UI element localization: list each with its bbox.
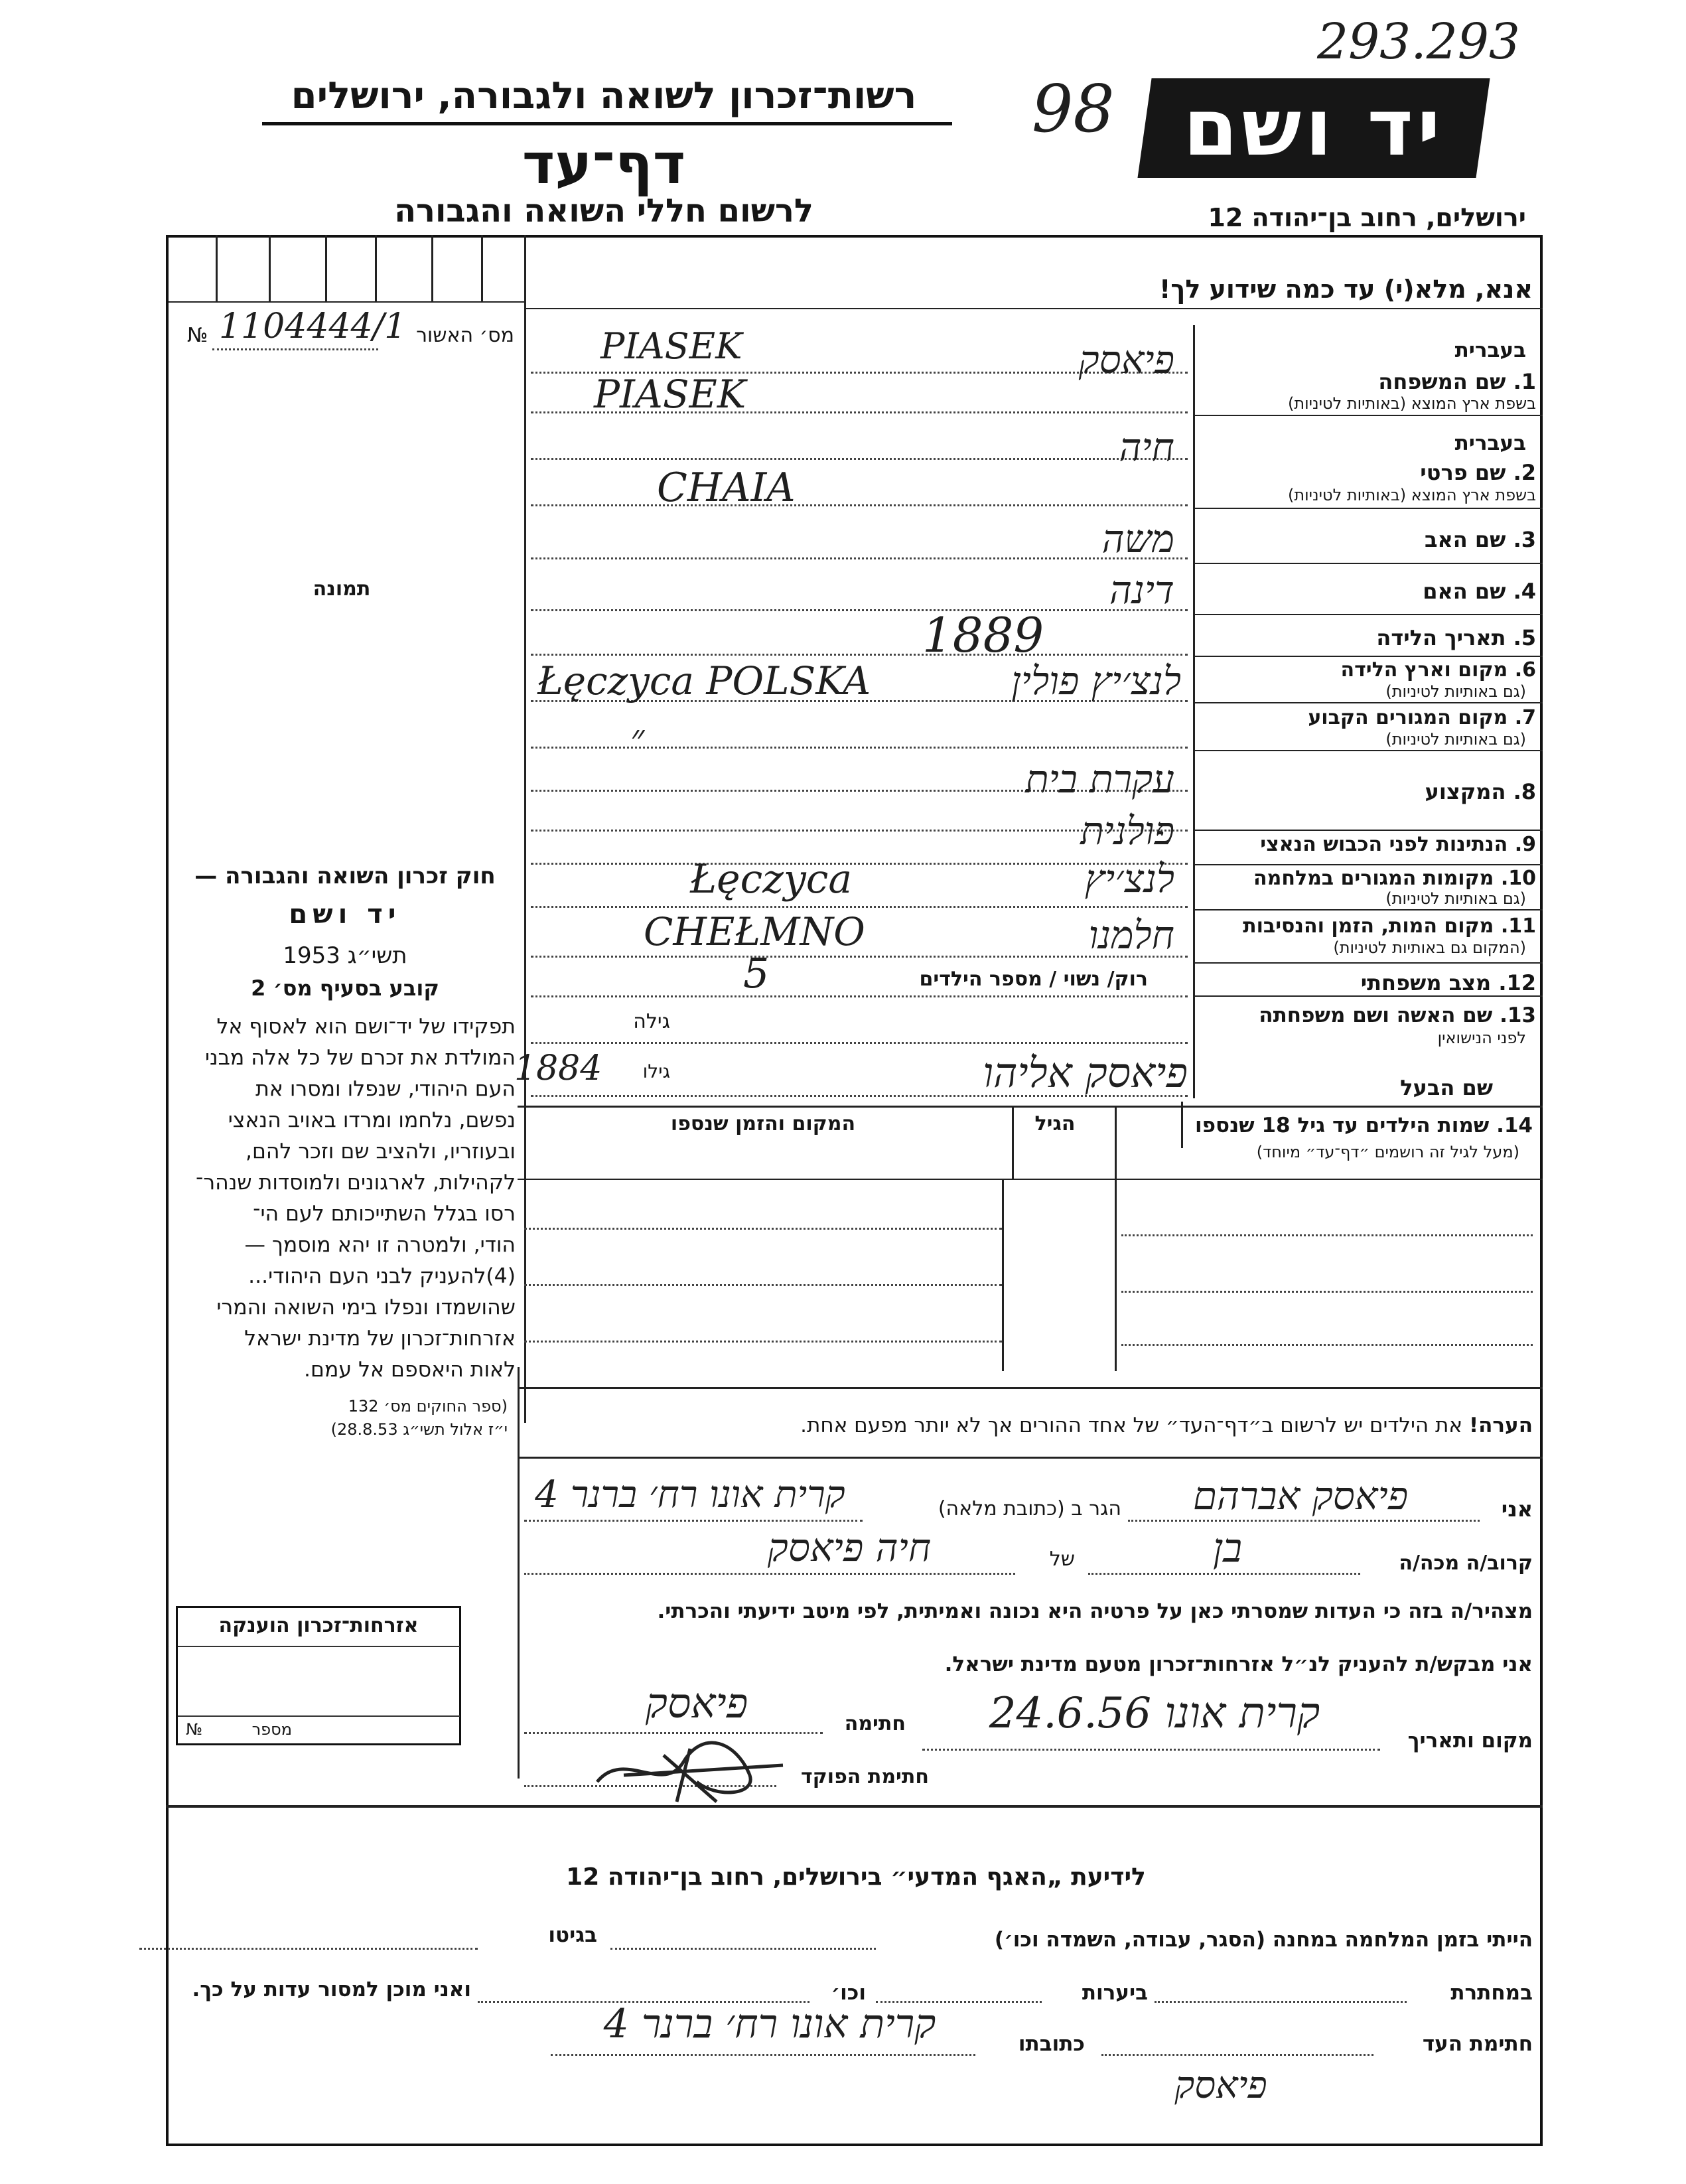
field-3-label: 3. שם האב [1424, 527, 1536, 552]
witness-address-value: קרית אונו רח׳ ברנר 4 [603, 2001, 936, 2047]
law-ref-2: י״ז אלול תשי״ג 28.8.53) [330, 1420, 508, 1439]
law-line: ובעוזריו, ולהציב שם וזכר להם, [245, 1139, 516, 1163]
death-place-latin: CHEŁMNO [644, 909, 865, 954]
field-13-sub: לפני הנישואין [1437, 1029, 1526, 1047]
science-title: לידיעת „האגף המדעי״ בירושלים, רחוב בן־יהודה 12 [566, 1863, 1146, 1891]
field-6-label: 6. מקום וארץ הלידה [1340, 658, 1536, 682]
field-11-label: 11. מקום המות, הזמן והנסיבות [1243, 914, 1536, 938]
field-9-label: 9. הנתינות לפני הכבוש הנאצי [1260, 833, 1536, 856]
surname-latin-2: PIASEK [594, 372, 746, 417]
signature-label: חתימה [844, 1712, 906, 1735]
husband-label: שם הבעל [1400, 1075, 1493, 1100]
children-sub: (מעל לגיל זה רושמים ״דף־עד״ מיוחד) [1256, 1143, 1519, 1161]
science-line2-d: ואני מוכן למסור עדות על כך. [192, 1978, 471, 2002]
field-1-hebrew-sub: בעברית [1454, 338, 1526, 362]
field-1-sub: בשפת ארץ המוצא (באותיות לטיניות) [1288, 394, 1536, 413]
science-line1-a: הייתי בזמן המלחמה במחנה (הסגר, עבודה, השמדה וכו׳) [994, 1928, 1533, 1952]
decl-of-label: של [1049, 1548, 1075, 1571]
birth-date: 1889 [922, 607, 1044, 663]
surname-hebrew: פיאסק [1078, 337, 1174, 382]
death-place-hebrew: חלמנו [1088, 912, 1174, 958]
logo-text: יד ושם [1183, 82, 1444, 173]
wife-age-label: גילה [633, 1010, 670, 1033]
law-yad-vashem: יד ושם [289, 899, 401, 930]
decl-relation: בן [1212, 1525, 1243, 1571]
law-line: לקהילות, לארגונים ולמוסדות שנהר־ [195, 1171, 516, 1195]
law-text [174, 1011, 516, 1386]
witness-signature-label: חתימת העד [1422, 2032, 1533, 2056]
approval-no-mark: № [187, 324, 208, 347]
field-1-label-text: שם המשפחה [1378, 369, 1506, 394]
decl-address: קרית אונו רח׳ ברנר 4 [535, 1473, 845, 1516]
decl-resides-label: הגר ב (כתובת מלאה) [938, 1497, 1121, 1520]
law-line: אזרחות־זכרון של מדינת ישראל [244, 1327, 516, 1350]
surname-latin-1: PIASEK [600, 325, 742, 367]
approval-number: 1104444/1 [219, 307, 407, 346]
field-13-label: 13. שם האשה ושם משפחתה [1259, 1003, 1536, 1027]
children-count: 5 [743, 949, 770, 997]
law-ref-1: (ספר החוקים מס׳ 132 [348, 1397, 508, 1416]
place-date-label: מקום ותאריך [1407, 1729, 1533, 1753]
birthplace-latin: Łęczyca POLSKA [537, 658, 871, 703]
husband-age-label: גילו [642, 1060, 670, 1082]
field-2-hebrew-sub: בעברית [1454, 431, 1526, 455]
husband-age-value: 1884 [514, 1049, 602, 1088]
children-label: 14. שמות הילדים עד גיל 18 שנספו [1195, 1114, 1533, 1137]
firstname-latin: CHAIA [657, 465, 796, 511]
office-address: ירושלים, רחוב בן־יהודה 12 [1208, 203, 1526, 232]
place-date-value: קרית אונו 24.6.56 [989, 1689, 1320, 1738]
decl-i: אני [1501, 1496, 1533, 1522]
decl-relative-label: קרוב/ה מכה/ה [1399, 1552, 1533, 1575]
law-line: העם היהודי, שנפלו ומסרו את [255, 1077, 516, 1101]
law-line: המולדת את זכרם של כל אלה מבני [204, 1046, 516, 1070]
husband-name: פיאסק אליהו [983, 1049, 1188, 1097]
law-line: רסו בגלל השתייכותם לעם הי־ [253, 1202, 516, 1226]
officer-signature-scribble [584, 1735, 803, 1808]
decl-of-value: חיה פיאסק [767, 1525, 932, 1570]
mother-name: דינה [1109, 567, 1174, 613]
citizenship-no-mark: № [186, 1720, 202, 1739]
law-title: חוק זכרון השואה והגבורה — [194, 863, 496, 889]
field-7-sub: (גם באותיות לטיניות) [1385, 730, 1526, 749]
father-name: משה [1101, 516, 1174, 561]
field-2-sub: בשפת ארץ המוצא (באותיות לטיניות) [1288, 486, 1536, 504]
form-number: 98 [1032, 72, 1115, 147]
children-col-age: הגיל [1034, 1112, 1076, 1135]
page-title: דף־עד [522, 131, 686, 196]
marital-status-label: רוק/ נשוי / מספר הילדים [919, 968, 1148, 991]
citizenship-number-label: מספר [251, 1720, 292, 1739]
note-label: הערה! [1468, 1414, 1533, 1437]
nationality: פולנית [1080, 808, 1174, 853]
children-col-place: המקום והזמן שנספו [670, 1112, 856, 1135]
page-subtitle: לרשום חללי השואה והגבורה [394, 192, 813, 230]
science-line1-b: בגיטו [548, 1923, 597, 1947]
form-intro: אנא, מלא(י) עד כמה שידוע לך! [1159, 275, 1533, 304]
note-text: את הילדים יש לרשום ב״דף־העד״ של אחד ההורים אך לא יותר מפעם אחת. [800, 1414, 1463, 1437]
law-line: שהושמדו ונפלו בימי השואה והמרי [216, 1295, 516, 1319]
profession: עקרת בית [1025, 757, 1174, 802]
field-11-sub: (המקום גם באותיות לטיניות) [1333, 938, 1526, 957]
law-clause: קובע בסעיף מס׳ 2 [251, 976, 439, 1001]
signature-value: פיאסק [645, 1679, 748, 1727]
authority-underline [262, 122, 952, 125]
field-6-sub: (גם באותיות לטיניות) [1385, 682, 1526, 701]
wartime-residence-latin: Łęczyca [690, 856, 853, 903]
field-12-label: 12. מצב משפחתי [1360, 970, 1536, 995]
science-line2-a: במחתרת [1450, 1981, 1533, 2005]
firstname-hebrew: חיה [1119, 425, 1174, 470]
decl-statement: מצהיר/ה בזה כי העדות שמסרתי כאן על פרטיה היא נכונה ואמיתית, לפי מיטב ידיעתי והכרתי. [657, 1599, 1533, 1623]
law-year: תשי״ג 1953 [283, 942, 407, 969]
wartime-residence-hebrew: לנצ׳יץ [1084, 856, 1174, 901]
science-line2-b: ביערות [1082, 1981, 1148, 2005]
field-4-label: 4. שם האם [1423, 579, 1536, 604]
law-line: תפקידו של יד־ושם הוא לאסוף אל [216, 1015, 516, 1039]
law-line: נפשם, נלחמו ומרדו באויב הנאצי [228, 1108, 516, 1132]
birthplace-hebrew: לנצ׳יץ פולין [1011, 658, 1181, 703]
field-5-label: 5. תאריך הלידה [1376, 625, 1536, 650]
decl-request: אני מבקש/ת להעניק לנ״ל אזרחות־זכרון מטעם מדינת ישראל. [944, 1652, 1533, 1676]
law-line: (4)להעניק לבני העם היהודי... [248, 1264, 516, 1288]
field-7-label: 7. מקום המגורים הקבוע [1308, 706, 1536, 729]
law-line: הודי, ולמטרה זו יהא מוסמך — [244, 1233, 516, 1257]
field-8-label: 8. המקצוע [1425, 779, 1536, 804]
field-1-label: 1. שם המשפחה [1378, 369, 1536, 394]
authority-name: רשות־זכרון לשואה ולגבורה, ירושלים [291, 74, 917, 117]
field-10-label: 10. מקומות המגורים במלחמה [1253, 867, 1536, 890]
citizenship-title: אזרחות־זכרון הוענקה [218, 1614, 419, 1637]
witness-signature-value: פיאסק [1174, 2064, 1267, 2107]
field-10-sub: (גם באותיות לטיניות) [1385, 889, 1526, 908]
science-line2-c: וכו׳ [831, 1981, 866, 2005]
field-2-label: 2. שם פרטי [1420, 460, 1536, 485]
declarant-name: פיאסק אברהם [1192, 1473, 1409, 1518]
officer-signature-label: חתימת הפוקד [801, 1765, 929, 1788]
note [537, 1414, 1533, 1437]
witness-address-label: כתובתו [1018, 2032, 1085, 2056]
approval-label: מס׳ האשור [416, 324, 514, 347]
stamp-number: 293.293 [1317, 13, 1521, 70]
photo-label: תמונה [313, 577, 371, 601]
residence-ditto: ״ [630, 717, 645, 760]
law-line: לאות היאספם אל עמם. [304, 1358, 516, 1382]
